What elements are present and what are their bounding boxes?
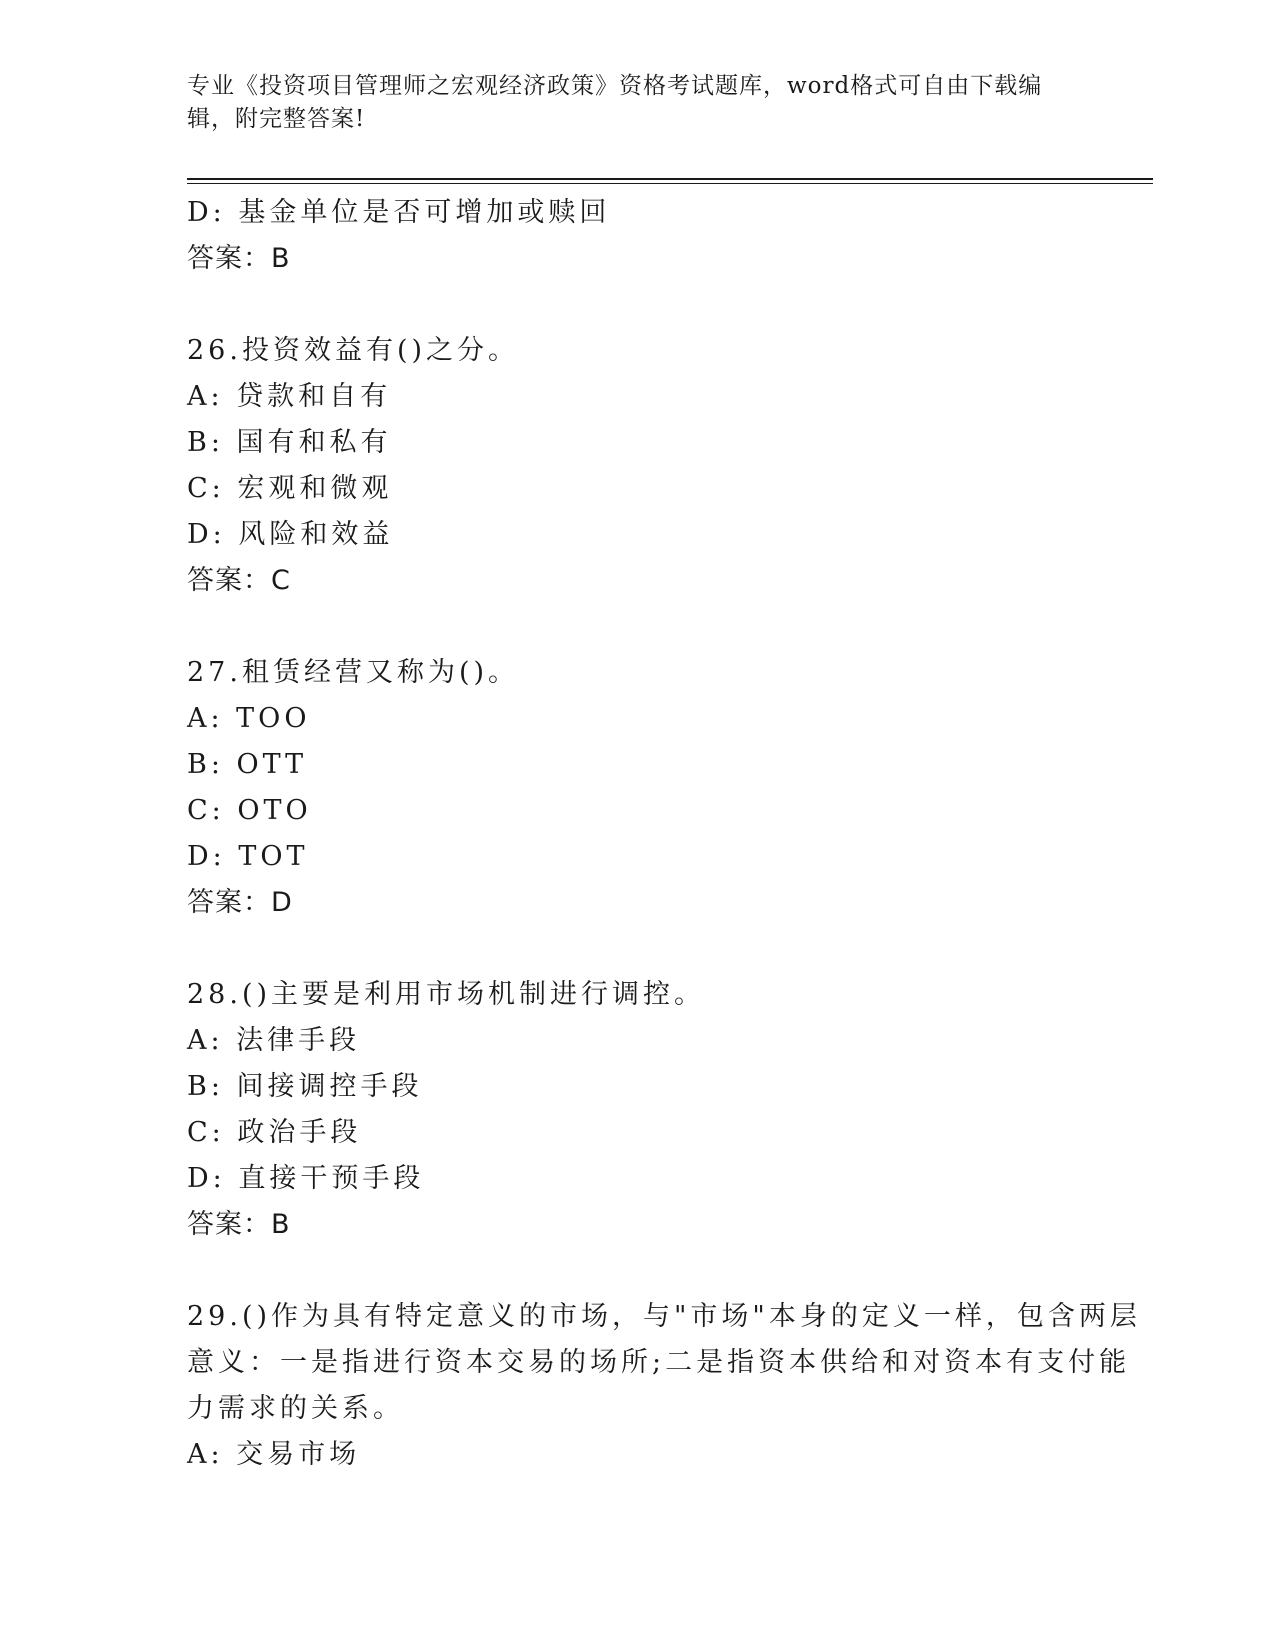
question-stem: 27.租赁经营又称为()。: [187, 657, 520, 688]
header-line-2: 辑，附完整答案!: [187, 106, 366, 132]
option-d: D: 直接干预手段: [187, 1163, 425, 1194]
option-b: B: 国有和私有: [187, 427, 392, 458]
option-c: C: 政治手段: [187, 1117, 362, 1148]
question-content: [187, 190, 1141, 1478]
question-stem: 26.投资效益有()之分。: [187, 335, 520, 366]
option-b: B: OTT: [187, 749, 308, 780]
option-d: D: TOT: [187, 841, 309, 872]
option-c: C: 宏观和微观: [187, 473, 393, 504]
question-stem-line: 意义：一是指进行资本交易的场所;二是指资本供给和对资本有支付能: [187, 1347, 1131, 1378]
question-stem: 28.()主要是利用市场机制进行调控。: [187, 979, 706, 1010]
answer-line: 答案：B: [187, 243, 291, 274]
option-a: A: 交易市场: [187, 1439, 361, 1470]
header-divider-thin: [187, 183, 1153, 184]
option-d: D: 基金单位是否可增加或赎回: [187, 197, 611, 228]
option-d: D: 风险和效益: [187, 519, 394, 550]
spacer: [187, 926, 1087, 972]
document-header: [187, 70, 1067, 136]
option-a: A: 法律手段: [187, 1025, 361, 1056]
spacer: [187, 1248, 1087, 1294]
answer-line: 答案：B: [187, 1209, 291, 1240]
question-stem-line: 29.()作为具有特定意义的市场，与"市场"本身的定义一样，包含两层: [187, 1301, 1141, 1332]
spacer: [187, 604, 1087, 650]
answer-line: 答案：C: [187, 565, 291, 596]
spacer: [187, 282, 1087, 328]
answer-line: 答案：D: [187, 887, 293, 918]
option-c: C: OTO: [187, 795, 312, 826]
option-a: A: TOO: [187, 703, 311, 734]
option-b: B: 间接调控手段: [187, 1071, 423, 1102]
option-a: A: 贷款和自有: [187, 381, 392, 412]
header-line-1: 专业《投资项目管理师之宏观经济政策》资格考试题库，word格式可自由下载编: [187, 73, 1043, 99]
question-stem-line: 力需求的关系。: [187, 1393, 404, 1424]
header-divider-thick: [187, 178, 1153, 180]
